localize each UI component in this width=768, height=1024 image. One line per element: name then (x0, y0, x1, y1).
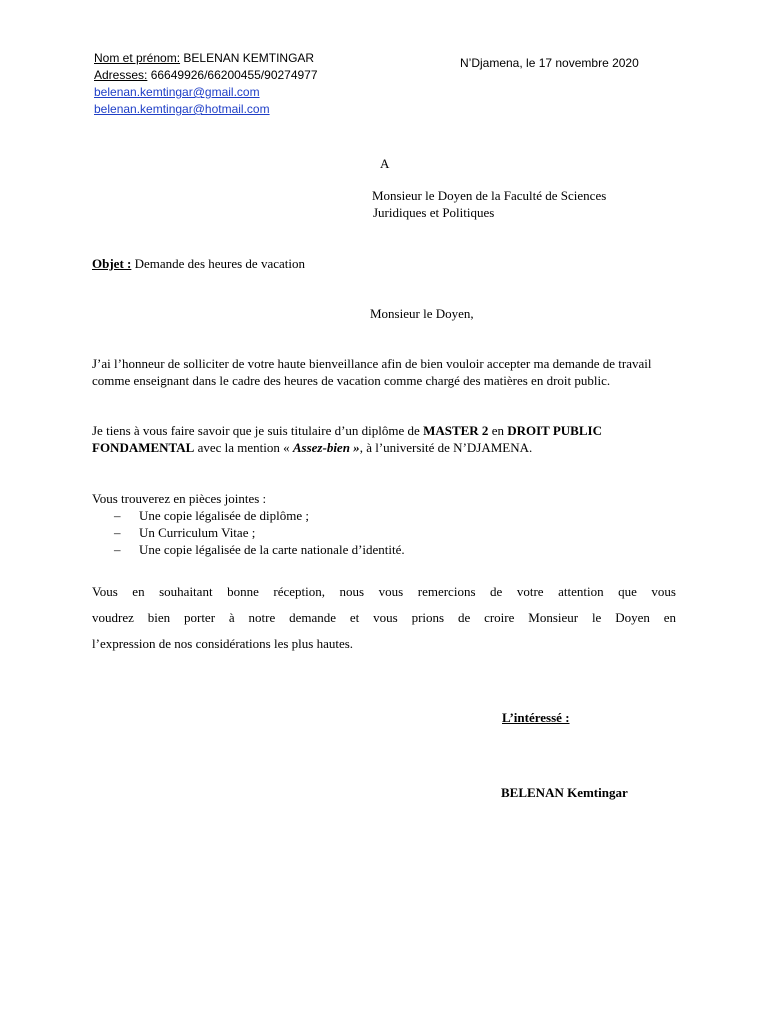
recipient-line-2: Juridiques et Politiques (373, 205, 495, 220)
list-dash: – (114, 525, 121, 540)
paragraph-diploma (92, 422, 678, 456)
subject-value: Demande des heures de vacation (131, 256, 305, 271)
closing-line-2: voudrez bien porter à notre demande et vous prions de croire Monsieur le Doyen en (92, 610, 676, 625)
signature-label: L’intéressé : (502, 710, 570, 725)
sender-name-value: BELENAN KEMTINGAR (180, 51, 315, 65)
attachments-block (92, 490, 678, 558)
sender-address-value: 66649926/66200455/90274977 (147, 68, 318, 82)
subject-label: Objet : (92, 256, 132, 271)
diploma-text-3: avec la mention « (194, 440, 293, 455)
attachments-intro: Vous trouverez en pièces jointes : (92, 491, 267, 506)
signature-name: BELENAN Kemtingar (501, 785, 628, 800)
list-dash: – (114, 508, 121, 523)
paragraph-request: J’ai l’honneur de solliciter de votre haute bienveillance afin de bien vouloir accepter ma demande de travail comme enseignant dans le cadre des heures de vacation comme chargé des matières en droit public. (92, 356, 652, 388)
closing-line-3: l’expression de nos considérations les plus hautes. (92, 636, 354, 651)
attachment-cv: Un Curriculum Vitae ; (139, 525, 256, 540)
date-line: N’Djamena, le 17 novembre 2020 (460, 56, 639, 70)
sender-email-gmail-link[interactable]: belenan.kemtingar@gmail.com (94, 85, 260, 99)
sender-address-row (94, 67, 414, 84)
recipient-line-1: Monsieur le Doyen de la Faculté de Sciences (372, 188, 607, 203)
diploma-field: DROIT PUBLIC FONDAMENTAL (92, 423, 602, 455)
closing-line-1: Vous en souhaitant bonne réception, nous vous remercions de votre attention que vous (92, 584, 676, 599)
sender-email-hotmail-link[interactable]: belenan.kemtingar@hotmail.com (94, 102, 270, 116)
diploma-text-4: , à l’université de N’DJAMENA. (359, 440, 533, 455)
sender-name-label: Nom et prénom: (94, 51, 181, 65)
paragraph-closing (92, 579, 676, 657)
list-item (92, 541, 678, 558)
list-item (92, 524, 678, 541)
diploma-text-2: en (488, 423, 508, 438)
recipient-block (372, 187, 692, 221)
sender-address-label: Adresses: (94, 68, 148, 82)
attachments-list (92, 507, 678, 558)
recipient-a: A (380, 156, 390, 171)
salutation: Monsieur le Doyen, (370, 306, 474, 321)
list-dash: – (114, 542, 121, 557)
attachment-diploma: Une copie légalisée de diplôme ; (139, 508, 310, 523)
sender-block (94, 50, 414, 118)
attachment-id-card: Une copie légalisée de la carte nationale d’identité. (139, 542, 405, 557)
diploma-mention: Assez-bien » (292, 440, 360, 455)
subject-line (92, 255, 305, 272)
diploma-degree: MASTER 2 (423, 423, 489, 438)
diploma-text-1: Je tiens à vous faire savoir que je suis titulaire d’un diplôme de (92, 423, 424, 438)
sender-name-row (94, 50, 414, 67)
list-item (92, 507, 678, 524)
